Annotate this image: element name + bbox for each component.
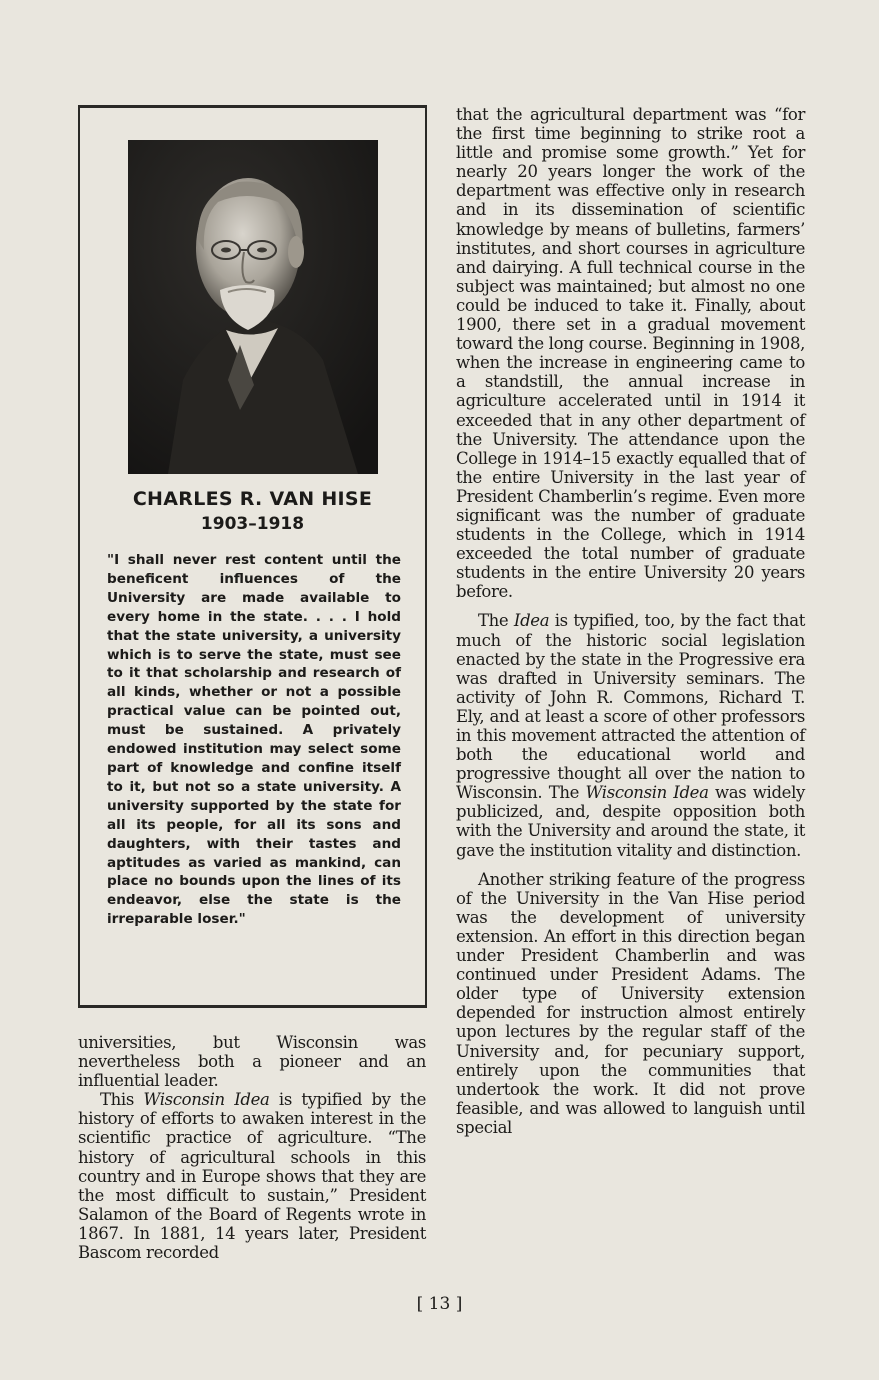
left-p2-text: This: [100, 1090, 144, 1110]
profile-quote: "I shall never rest content until the beneficent influences of the University are made available to every home in the state. . . . I hold that the state university, a university which is to serve the state, must see to it that scholarship and research of all kinds, whether or not a possible practical value can be pointed out, must be sustained. A privately endowed institution may select some part of knowledge and confine itself to it, but not so a state university. A university supported by the state for all its people, for all its sons and daughters, with their tastes and aptitudes as varied as mankind, can place no bounds upon the lines of its endeavor, else the state is the irreparable loser.": [107, 552, 401, 928]
right-p2-text-end: was widely publicized, and, despite opposition both with the University and around the state, it gave the institution vitality and distinction.: [456, 783, 805, 860]
portrait-image: [128, 140, 378, 474]
profile-box: [78, 105, 427, 1008]
right-p2-text: The: [478, 611, 514, 631]
profile-years: 1903–1918: [200, 514, 305, 534]
portrait-photo: [128, 140, 378, 474]
right-paragraph-2: [456, 611, 805, 859]
right-paragraph-1: that the agricultural department was “for the first time beginning to strike root a little and promise some growth.” Yet for nearly 20 years longer the work of the department was effective only in research and in its dissemination of scientific knowledge by means of bulletins, farmers’ institutes, and short courses in agriculture and dairying. A full technical course in the subject was maintained; but almost no one could be induced to take it. Finally, about 1900, there set in a gradual movement toward the long course. Beginning in 1908, when the increase in engineering came to a standstill, the annual increase in agriculture accelerated until in 1914 it exceeded that in any other department of the University. The attendance upon the College in 1914–15 exactly equalled that of the entire University in the last year of President Chamberlin’s regime. Even more significant was the number of graduate students in the College, which in 1914 exceeded the total number of graduate students in the entire University 20 years before.: [456, 105, 805, 602]
left-paragraph-1: universities, but Wisconsin was nevertheless both a pioneer and an influential leader.: [78, 1033, 426, 1091]
left-text-column: [78, 1033, 426, 1262]
left-p2-italic: Wisconsin Idea: [143, 1090, 270, 1110]
profile-name: CHARLES R. VAN HISE: [132, 488, 373, 510]
right-p2-italic-1: Idea: [513, 611, 550, 631]
right-text-column: [456, 105, 805, 1137]
right-p2-text-mid: is typified, too, by the fact that much of the historic social legislation enacted by the state in the Progressive era was drafted in University seminars. The activity of John R. Commons, Richard T. Ely, and at least a score of other professors in this movement attracted the attention of both the educational world and progressive thought all over the nation to Wisconsin. The: [456, 611, 805, 803]
right-paragraph-3: Another striking feature of the progress of the University in the Van Hise period was the development of university extension. An effort in this direction began under President Chamberlin and was continued under President Adams. The older type of University extension depended for instruction almost entirely upon lectures by the regular staff of the University and, for pecuniary support, entirely upon the communities that undertook the work. It did not prove feasible, and was allowed to languish until special: [456, 869, 805, 1137]
left-paragraph-2: [78, 1090, 426, 1262]
page-number: [ 13 ]: [416, 1294, 463, 1314]
left-p2-text-end: is typified by the history of efforts to awaken interest in the scientific practice of agriculture. “The history of agricultural schools in this country and in Europe shows that they are the most difficult to sustain,” President Salamon of the Board of Regents wrote in 1867. In 1881, 14 years later, President Bascom recorded: [78, 1090, 426, 1263]
right-p2-italic-2: Wisconsin Idea: [585, 783, 709, 803]
